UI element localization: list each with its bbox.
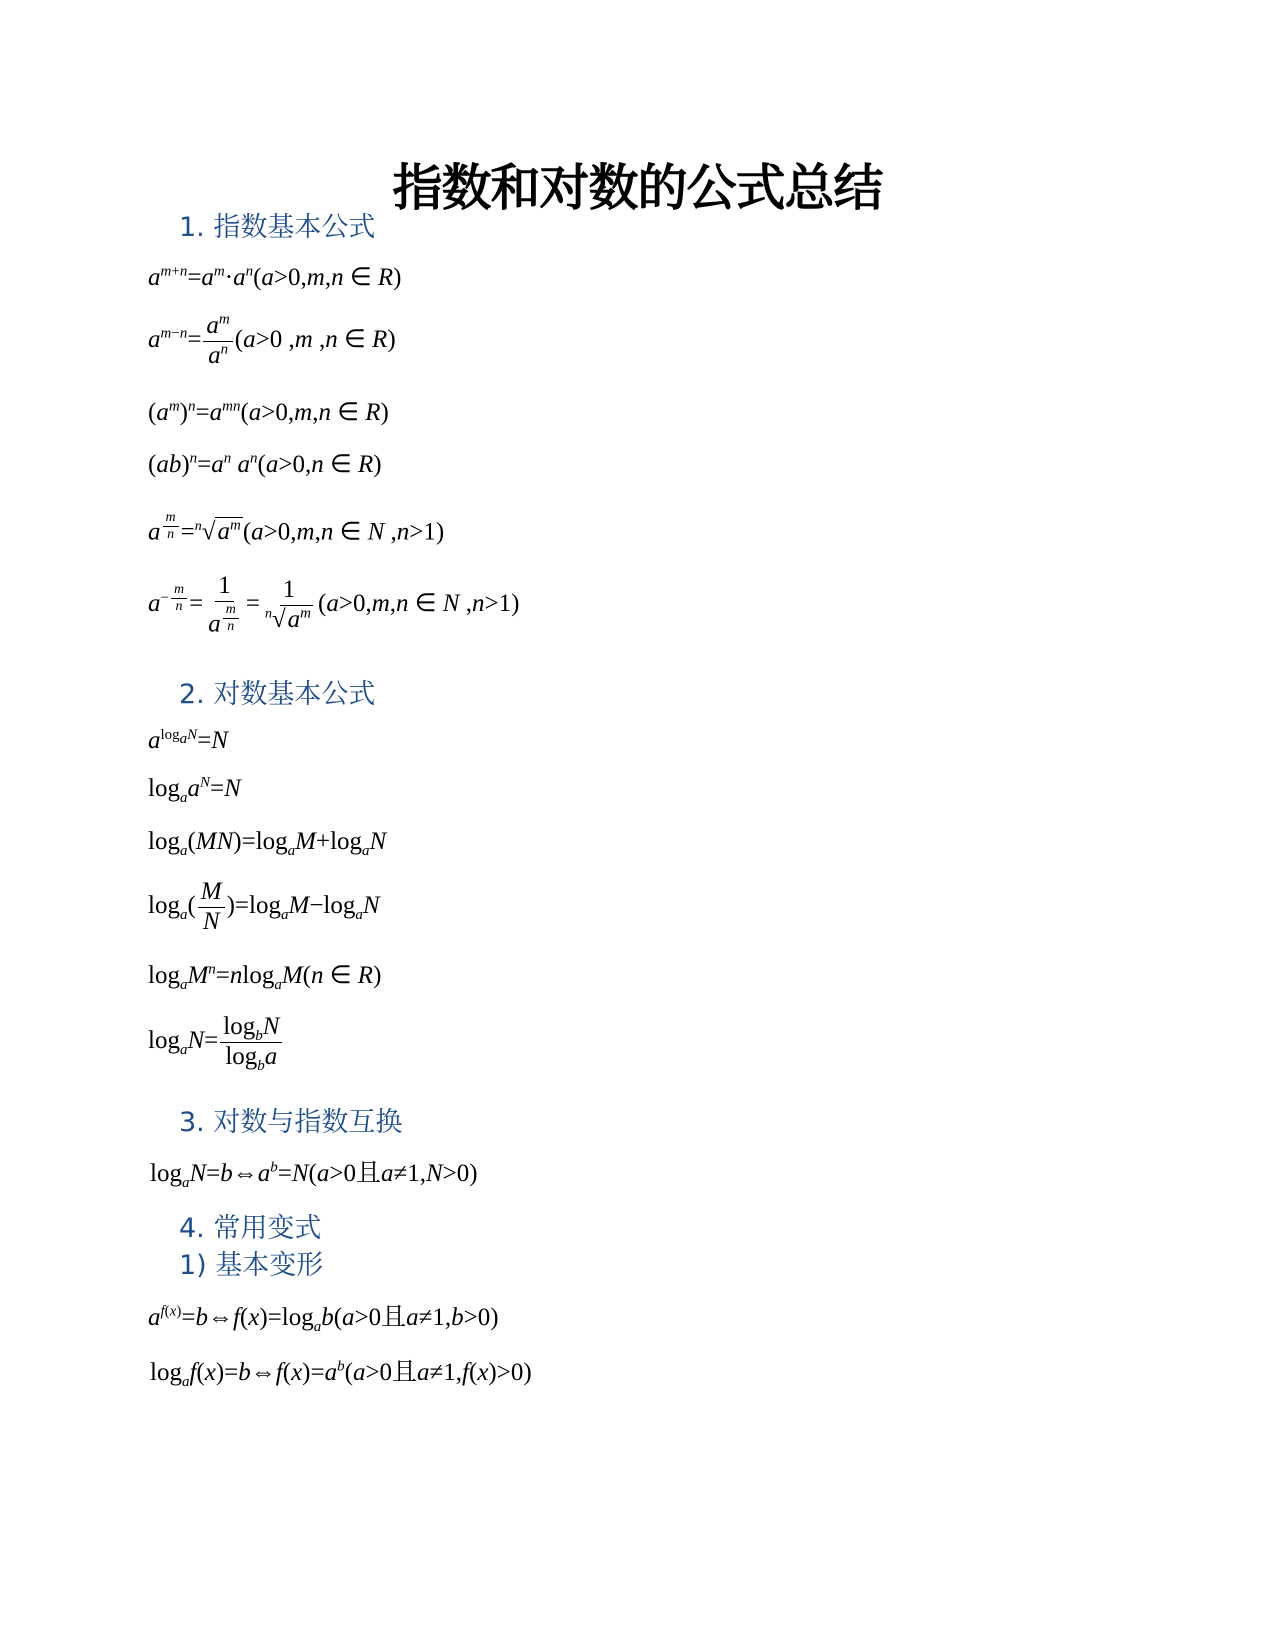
formula-log-1: $a^{log_aN}=N$: [148, 726, 228, 754]
formula-exp-1: $a^{m+n}=a^m\cdot a^n(a>0,m,n$ ∈ R): [148, 263, 402, 291]
formula-exp-6: $a^{- \frac{m}{n}}$ = 1 a $^{\frac{m}{n}}$ = $\frac{1}{^n√a^m}$ (a>0,m,n ∈ N ,n>1): [148, 572, 520, 638]
formula-log-6: $\log_aN=$ $\frac{\log_bN}{\log_ba}$: [148, 1013, 284, 1072]
formula-log-3: $\log_a(MN)=\log_aM+\log_aN$: [148, 828, 387, 859]
formula-log-2: $\log_aa^N=N$: [148, 774, 241, 806]
formula-log-5: $\log_aM^n=nlog_aM(n$ ∈ R): [148, 961, 382, 993]
formula-exp-5: a $^{\frac{m}{n}}$ $=^n√a^m(a>0,m,n$ ∈ N ,n>1): [148, 510, 445, 546]
formula-exp-4: $(ab)^n=a^n$ $a^n(a>0,n$ ∈ R): [148, 450, 382, 478]
formula-exp-3: $(a^m)^n=a^{mn}(a>0,m,n$ ∈ R): [148, 398, 389, 426]
section-heading-common-transforms: 4. 常用变式: [179, 1213, 322, 1244]
section-heading-log-basics: 2. 对数基本公式: [179, 679, 376, 710]
section-heading-log-exp-conversion: 3. 对数与指数互换: [179, 1107, 403, 1138]
formula-transform-1: $a^{f(x)}=b\Leftrightarrow f(x)=\log_ab(a>0$且a≠1,b>0): [148, 1303, 499, 1335]
page-title: 指数和对数的公式总结: [392, 159, 883, 217]
formula-exp-2: $a^{m-n}=$ $\frac{a^m}{a^n}$ (a>0 ,m ,n ∈ R): [148, 311, 396, 369]
section-heading-exponent-basics: 1. 指数基本公式: [179, 212, 376, 243]
formula-log-4: $\log_a$( $\frac{M}{N}$ )$=\log_aM-\log_aN$: [148, 878, 380, 935]
formula-conversion: $\log_aN=b\Leftrightarrow a^b=N(a>0$且a≠1,N>0): [150, 1159, 478, 1191]
formula-transform-2: $\log_af(x)=b\Leftrightarrow f(x)=a^b(a>0$且a≠1,f(x)>0): [150, 1358, 532, 1390]
subsection-heading-basic-transforms: 1) 基本变形: [179, 1250, 324, 1281]
